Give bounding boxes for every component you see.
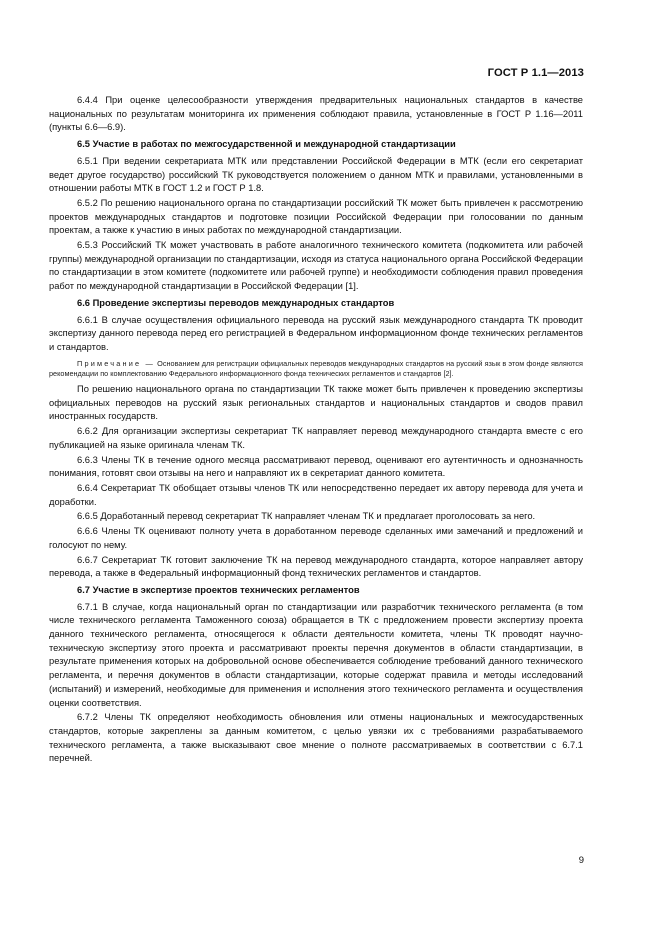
paragraph-6-6-1: 6.6.1 В случае осуществления официального перевода на русский язык международного стандарта ТК проводит экспертизу данного перевода перед его регистрацией в Федеральном информационном фонде технических регламентов и стандартов. [49, 314, 583, 352]
note [49, 359, 583, 379]
paragraph-6-6-2: 6.6.2 Для организации экспертизы секретариат ТК направляет перевод международного стандарта вместе с его публикацией на языке оригинала членам ТК. [49, 426, 583, 450]
note-text: Основанием для регистрации официальных переводов международных стандартов на русский язык в этом фонде являются рекомендации по комплектованию Федерального информационного фонда технических регламентов и стандартов [2]. [49, 358, 583, 378]
paragraph-6-4-4: 6.4.4 При оценке целесообразности утверждения предварительных национальных стандартов в качестве национальных по результатам мониторинга их применения соблюдают правила, установленные в ГОСТ Р 1.16—2011 (пункты 6.6—6.9). [49, 95, 583, 133]
paragraph-6-6-6: 6.6.6 Члены ТК оценивают полноту учета в доработанном переводе сделанных ими замечаний и предложений и голосуют по нему. [49, 526, 583, 550]
paragraph-6-6-4: 6.6.4 Секретариат ТК обобщает отзывы членов ТК или непосредственно передает их автору перевода для учета и доработки. [49, 482, 583, 507]
paragraph-6-6-1-continued: По решению национального органа по стандартизации ТК также может быть привлечен к проведению экспертизы официальных переводов на русский язык региональных стандартов и национальных стандартов и сводов правил иностранных государств. [49, 384, 583, 422]
paragraph-6-5-3: 6.5.3 Российский ТК может участвовать в работе аналогичного технического комитета (подкомитета или рабочей группы) международной организации по стандартизации, исходя из статуса национального органа Российской Федерации по стандартизации в этом комитете (подкомитете или рабочей группе) и необходимости соблюдения правил проведения работ по международной стандартизации в Российской Федерации [1]. [49, 240, 583, 292]
section-heading-6-6: 6.6 Проведение экспертизы переводов международных стандартов [77, 297, 395, 308]
section-heading-6-7: 6.7 Участие в экспертизе проектов технических регламентов [77, 584, 360, 595]
paragraph-6-5-2: 6.5.2 По решению национального органа по стандартизации российский ТК может быть привлечен к рассмотрению проектов международных стандартов и подготовке позиции Российской Федерации при голосовании по данным проектам, а также к участию в иных работах по международной стандартизации. [49, 197, 583, 236]
paragraph-6-5-1: 6.5.1 При ведении секретариата МТК или представлении Российской Федерации в МТК (если его секретариат ведет другое государство) российский ТК руководствуется положением о данном МТК и правилами, установленными в отношении работы МТК в ГОСТ 1.2 и ГОСТ Р 1.8. [49, 155, 583, 194]
paragraph-6-7-1: 6.7.1 В случае, когда национальный орган по стандартизации или разработчик технического регламента (в том числе технического регламента Таможенного союза) обращается в ТК с предложением провести экспертизу проекта данного технического регламента, относящегося к области деятельности комитета, члены ТК проводят научно-техническую экспертизу этого проекта и рассматривают проекты перечня документов в области стандартизации, в результате применения которых на добровольной основе обеспечивается соблюдение требований данного технического регламента, и перечня документов в области стандартизации, которые содержат правила и методы исследований (испытаний) и измерений, необходимые для применения и исполнения этого технического регламента и осуществления оценки соответствия. [49, 601, 583, 708]
note-label: Примечание — [77, 358, 156, 368]
page-number: 9 [578, 855, 584, 866]
paragraph-6-6-3: 6.6.3 Члены ТК в течение одного месяца рассматривают перевод, оценивают его аутентичность и однозначность понимания, готовят свои отзывы на него и направляют их в секретариат данного комитета. [49, 454, 583, 479]
paragraph-6-6-7: 6.6.7 Секретариат ТК готовит заключение ТК на перевод международного стандарта, которое направляет автору перевода, а также в Федеральный информационный фонд технических регламентов и стандартов. [49, 554, 583, 579]
paragraph-6-7-2: 6.7.2 Члены ТК определяют необходимость обновления или отмены национальных и межгосударственных стандартов, которые закреплены за данным комитетом, с целью увязки их с требованиями разрабатываемого технического регламента, а также высказывают свое мнение о полноте рассматриваемых в соответствии с 6.7.1 перечней. [49, 712, 583, 764]
document-body [49, 94, 583, 767]
section-heading-6-5: 6.5 Участие в работах по межгосударственной и международной стандартизации [77, 139, 456, 150]
paragraph-6-6-5: 6.6.5 Доработанный перевод секретариат ТК направляет членам ТК и предлагает проголосовать за него. [77, 511, 536, 522]
document-code-header: ГОСТ Р 1.1—2013 [487, 67, 584, 79]
